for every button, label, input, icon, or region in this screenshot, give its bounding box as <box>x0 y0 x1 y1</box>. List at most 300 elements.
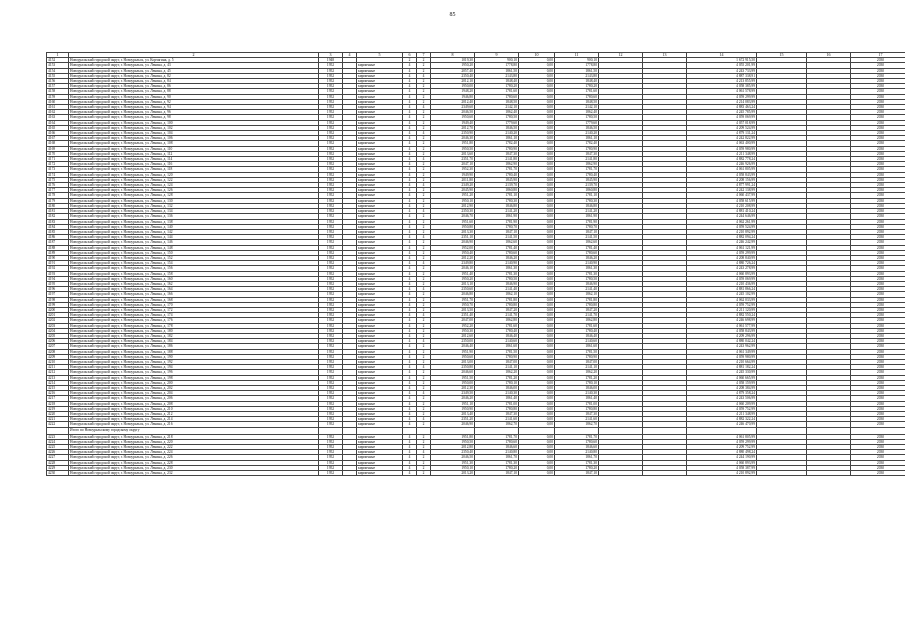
table-cell: 1950,10 <box>431 198 475 203</box>
table-cell: 2030 <box>851 313 905 318</box>
table-cell: 1952 <box>319 450 343 455</box>
table-cell: 4 246 698,99 <box>687 318 757 323</box>
table-cell: 4 244 646,99 <box>687 214 757 219</box>
table-cell: 4 887 338,91 <box>687 73 757 78</box>
table-cell: 2141,50 <box>555 235 599 240</box>
table-cell: 2 <box>417 445 431 450</box>
table-cell <box>519 427 555 434</box>
table-cell: кирпичные <box>357 125 403 130</box>
table-cell: 1781,20 <box>475 375 519 380</box>
table-cell: 1846,50 <box>475 125 519 130</box>
table-cell: 2 <box>417 297 431 302</box>
table-cell: Новоуральский городской округ, г. Новоуральск, ул. Ленина, д. 206 <box>69 396 319 401</box>
table-cell: 4 214 083,99 <box>687 99 757 104</box>
table-cell: 1780,40 <box>555 328 599 333</box>
table-cell: 1847,00 <box>555 359 599 364</box>
table-cell: кирпичные <box>357 406 403 411</box>
table-cell: 2141,20 <box>555 209 599 214</box>
table-cell: 4 208 840,99 <box>687 255 757 260</box>
table-cell <box>757 427 807 434</box>
table-cell: 0,00 <box>519 167 555 172</box>
table-cell <box>417 427 431 434</box>
table-cell: 1952 <box>319 115 343 120</box>
table-cell: 0,00 <box>519 313 555 318</box>
table-cell: 2030 <box>851 203 905 208</box>
table-cell: 0,00 <box>519 261 555 266</box>
table-cell: 1862,80 <box>475 318 519 323</box>
table-cell: 2011,80 <box>431 177 475 182</box>
table-cell: 2 <box>417 214 431 219</box>
table-cell: 4 209 296,99 <box>687 333 757 338</box>
table-cell: 1952 <box>319 339 343 344</box>
table-cell: 1846,00 <box>475 386 519 391</box>
table-cell: 2046,90 <box>431 240 475 245</box>
table-cell: 4155 <box>47 73 69 78</box>
table-cell: 1952 <box>319 344 343 349</box>
table-cell: 1952 <box>319 209 343 214</box>
table-cell: Новоуральский городской округ, г. Новоуральск, ул. Корчагина, д. 5 <box>69 58 319 63</box>
table-cell: 1952 <box>319 313 343 318</box>
table-cell: 4183 <box>47 219 69 224</box>
table-cell: 4 209 524,99 <box>687 125 757 130</box>
table-cell: 4228 <box>47 460 69 465</box>
table-cell: 1781,00 <box>475 401 519 406</box>
table-cell: 4 <box>403 359 417 364</box>
table-cell: 0,00 <box>519 297 555 302</box>
table-cell: 4 <box>403 266 417 271</box>
table-cell <box>643 471 687 476</box>
table-cell: 0,00 <box>519 365 555 370</box>
table-cell: Новоуральский городской округ, г. Новоуральск, ул. Ленина, д. 128 <box>69 193 319 198</box>
table-cell: 2046,80 <box>431 292 475 297</box>
table-cell: 1952 <box>319 99 343 104</box>
table-cell: 2 <box>417 271 431 276</box>
table-cell: 4186 <box>47 235 69 240</box>
table-cell: 2 <box>417 434 431 439</box>
table-cell: 1846,40 <box>475 333 519 338</box>
table-cell: 2349,60 <box>431 105 475 110</box>
page-number: 85 <box>449 12 456 18</box>
table-cell: 4 <box>417 365 431 370</box>
table-cell: 4 <box>403 177 417 182</box>
table-cell: кирпичные <box>357 450 403 455</box>
table-cell: 1952 <box>319 375 343 380</box>
table-cell: 1952 <box>319 131 343 136</box>
table-cell: 4 <box>417 183 431 188</box>
table-cell: 2030 <box>851 266 905 271</box>
table-cell: 2140,20 <box>555 131 599 136</box>
table-cell: 1948,20 <box>431 89 475 94</box>
table-cell: 2 <box>417 307 431 312</box>
table-cell: 1860,80 <box>555 188 599 193</box>
table-cell: 4217 <box>47 396 69 401</box>
table-cell: 1952 <box>319 120 343 125</box>
table-cell: 4 055 201,99 <box>687 63 757 68</box>
table-cell: Новоуральский городской округ, г. Новоуральск, ул. Ленина, д. 132 <box>69 203 319 208</box>
table-cell: 0,00 <box>519 177 555 182</box>
table-cell: 4 211 348,99 <box>687 151 757 156</box>
table-cell: 0,00 <box>519 434 555 439</box>
table-cell: 4 <box>403 188 417 193</box>
table-cell: 1846,00 <box>555 386 599 391</box>
table-cell: 1952 <box>319 445 343 450</box>
table-cell: 2 <box>417 401 431 406</box>
table-cell: Новоуральский городской округ, г. Новоуральск, ул. Ленина, д. 196 <box>69 370 319 375</box>
table-cell: 4 <box>403 271 417 276</box>
table-cell: 1952 <box>319 401 343 406</box>
table-cell: 2030 <box>851 412 905 417</box>
table-cell: 1952 <box>319 157 343 162</box>
table-cell: 4174 <box>47 172 69 177</box>
table-cell: кирпичные <box>357 391 403 396</box>
table-cell: кирпичные <box>357 63 403 68</box>
table-cell: кирпичные <box>357 349 403 354</box>
table-cell: 1952 <box>319 455 343 460</box>
table-cell: 2 <box>417 89 431 94</box>
table-cell: 1781,90 <box>475 219 519 224</box>
table-cell: 2030 <box>851 94 905 99</box>
table-cell: 4191 <box>47 261 69 266</box>
table-cell: 0,00 <box>519 183 555 188</box>
table-cell: 4 <box>403 255 417 260</box>
table-cell: Новоуральский городской округ, г. Новоуральск, ул. Ленина, д. 224 <box>69 450 319 455</box>
table-cell: 4188 <box>47 245 69 250</box>
table-cell <box>431 427 475 434</box>
table-cell: 1861,90 <box>475 214 519 219</box>
table-cell: кирпичные <box>357 455 403 460</box>
table-cell: 2030 <box>851 255 905 260</box>
table-cell: кирпичные <box>357 89 403 94</box>
table-cell: 2351,70 <box>431 157 475 162</box>
table-cell: 4 882 322,24 <box>687 417 757 422</box>
table-cell: 1861,60 <box>475 344 519 349</box>
table-cell: Новоуральский городской округ, г. Новоуральск, ул. Ленина, д. 106 <box>69 136 319 141</box>
column-number-cell: 8 <box>431 53 475 58</box>
table-cell: 1952,20 <box>431 323 475 328</box>
table-cell: 4 <box>417 73 431 78</box>
table-cell: кирпичные <box>357 136 403 141</box>
table-cell: 1952 <box>319 229 343 234</box>
table-cell: 4158 <box>47 89 69 94</box>
table-cell: 2030 <box>851 307 905 312</box>
table-cell: 1845,90 <box>555 177 599 182</box>
table-cell: 2012,90 <box>431 203 475 208</box>
table-cell: 4207 <box>47 344 69 349</box>
table-cell: 0,00 <box>519 450 555 455</box>
column-number-cell: 10 <box>519 53 555 58</box>
table-cell: 1952 <box>319 412 343 417</box>
table-cell: 0,00 <box>519 465 555 470</box>
table-cell: 0,00 <box>519 115 555 120</box>
table-cell: 1780,20 <box>555 465 599 470</box>
table-cell: 1846,80 <box>555 203 599 208</box>
table-cell: 1780,50 <box>475 276 519 281</box>
table-cell: 4201 <box>47 313 69 318</box>
table-cell: 2030 <box>851 276 905 281</box>
table-cell: 1952 <box>319 276 343 281</box>
table-cell: 1780,60 <box>555 250 599 255</box>
table-cell: 1780,40 <box>475 328 519 333</box>
table-cell: 4187 <box>47 240 69 245</box>
table-cell: 1952 <box>319 370 343 375</box>
table-cell: 4195 <box>47 281 69 286</box>
table-cell: 0,00 <box>519 307 555 312</box>
table-cell: 4 058 385,99 <box>687 84 757 89</box>
table-cell: Новоуральский городской округ, г. Новоуральск, ул. Ленина, д. 118 <box>69 167 319 172</box>
table-cell: 1848,40 <box>475 79 519 84</box>
table-cell: 1952 <box>319 172 343 177</box>
table-cell: 2030 <box>851 167 905 172</box>
table-cell: кирпичные <box>357 162 403 167</box>
table-cell: 4 <box>417 450 431 455</box>
table-cell: 1780,70 <box>475 224 519 229</box>
table-cell: 2350,40 <box>431 450 475 455</box>
table-cell: 1847,30 <box>555 151 599 156</box>
table-cell: 1781,90 <box>555 219 599 224</box>
table-cell: Новоуральский городской округ, г. Новоуральск, ул. Ленина, д. 228 <box>69 460 319 465</box>
table-cell: 1781,30 <box>475 271 519 276</box>
table-cell: 2350,60 <box>431 287 475 292</box>
table-cell: 0,00 <box>519 323 555 328</box>
table-cell: 1952 <box>319 136 343 141</box>
table-cell: кирпичные <box>357 120 403 125</box>
table-cell: 1781,50 <box>475 349 519 354</box>
table-cell: 4 <box>403 94 417 99</box>
table-cell: 2140,90 <box>475 261 519 266</box>
table-cell: 4 881 410,24 <box>687 209 757 214</box>
table-cell: 4 <box>417 235 431 240</box>
table-cell: Новоуральский городской округ, г. Новоуральск, ул. Ленина, д. 182 <box>69 333 319 338</box>
table-cell: 2 <box>417 162 431 167</box>
table-cell: кирпичные <box>357 229 403 234</box>
table-cell: 1862,10 <box>555 292 599 297</box>
table-cell: 2030 <box>851 323 905 328</box>
table-cell: 1952 <box>319 167 343 172</box>
table-cell: Новоуральский городской округ, г. Новоуральск, ул. Ленина, д. 100 <box>69 120 319 125</box>
table-cell: 1780,90 <box>475 146 519 151</box>
table-cell: 0,00 <box>519 68 555 73</box>
table-cell: 4 060 893,99 <box>687 271 757 276</box>
table-cell: 2046,10 <box>431 266 475 271</box>
table-cell: 0,00 <box>519 328 555 333</box>
table-cell: 1950,60 <box>431 354 475 359</box>
table-cell: 2030 <box>851 141 905 146</box>
table-cell: кирпичные <box>357 471 403 476</box>
table-cell: 1862,70 <box>555 422 599 427</box>
table-cell: 2030 <box>851 79 905 84</box>
table-cell: 2046,60 <box>431 370 475 375</box>
table-cell: 1950,80 <box>431 224 475 229</box>
table-cell: кирпичные <box>357 131 403 136</box>
table-cell: 2030 <box>851 99 905 104</box>
table-cell: 4 061 577,99 <box>687 323 757 328</box>
table-cell: 2 <box>417 136 431 141</box>
table-cell: 2030 <box>851 450 905 455</box>
table-cell: 2 <box>417 63 431 68</box>
table-cell: 0,00 <box>519 292 555 297</box>
table-cell: Новоуральский городской округ, г. Новоуральск, ул. Ленина, д. 188 <box>69 349 319 354</box>
table-cell: 1861,70 <box>475 455 519 460</box>
table-cell: 2046,50 <box>431 110 475 115</box>
table-cell: 4 <box>403 375 417 380</box>
table-cell: 4180 <box>47 203 69 208</box>
table-cell: 2351,40 <box>431 313 475 318</box>
table-cell: 2030 <box>851 261 905 266</box>
table-cell: 1781,70 <box>555 167 599 172</box>
table-cell: 1952 <box>319 141 343 146</box>
table-cell: 4 <box>403 157 417 162</box>
table-cell: кирпичные <box>357 333 403 338</box>
table-cell: 4162 <box>47 110 69 115</box>
table-cell: 1952 <box>319 439 343 444</box>
table-cell: Новоуральский городской округ, г. Новоуральск, ул. Ленина, д. 210 <box>69 406 319 411</box>
table-cell: 1952 <box>319 219 343 224</box>
table-cell: Новоуральский городской округ, г. Новоуральск, ул. Ленина, д. 120 <box>69 172 319 177</box>
table-cell: 2 <box>417 422 431 427</box>
table-cell: 2 <box>417 471 431 476</box>
table-cell <box>599 427 643 434</box>
table-cell: 1952 <box>319 250 343 255</box>
table-cell: 2030 <box>851 89 905 94</box>
table-cell: 2141,20 <box>475 209 519 214</box>
table-cell: 4209 <box>47 354 69 359</box>
table-cell: 4 879 131,24 <box>687 131 757 136</box>
table-cell: 1950,50 <box>431 439 475 444</box>
table-cell: 4 879 358,24 <box>687 391 757 396</box>
table-cell: 2030 <box>851 177 905 182</box>
table-cell: 4 <box>403 240 417 245</box>
table-cell: 4 243 733,99 <box>687 68 757 73</box>
table-cell: 4 882 094,24 <box>687 235 757 240</box>
table-cell: 4 063 400,99 <box>687 141 757 146</box>
table-cell: 1862,20 <box>555 370 599 375</box>
table-cell: 1952 <box>319 354 343 359</box>
table-cell: 2 <box>417 349 431 354</box>
table-cell: 2 <box>417 250 431 255</box>
table-cell: кирпичные <box>357 365 403 370</box>
table-cell: 4 <box>403 209 417 214</box>
table-cell: 2349,20 <box>431 183 475 188</box>
table-cell: кирпичные <box>357 412 403 417</box>
table-cell: 2351,20 <box>431 417 475 422</box>
table-cell: 4168 <box>47 141 69 146</box>
table-cell: Новоуральский городской округ, г. Новоуральск, ул. Ленина, д. 86 <box>69 84 319 89</box>
table-cell: 2 <box>417 167 431 172</box>
table-cell: 1846,90 <box>475 281 519 286</box>
table-cell: 0,00 <box>519 455 555 460</box>
table-cell: 4221 <box>47 417 69 422</box>
table-cell: 0,00 <box>519 84 555 89</box>
table-cell: 1952 <box>319 297 343 302</box>
table-cell: 1951,30 <box>431 460 475 465</box>
table-cell: 2030 <box>851 328 905 333</box>
table-cell: 1952 <box>319 271 343 276</box>
table-cell: 1780,90 <box>475 354 519 359</box>
table-cell: 0,00 <box>519 370 555 375</box>
column-number-cell: 7 <box>417 53 431 58</box>
table-cell: 4185 <box>47 229 69 234</box>
table-cell: 2030 <box>851 131 905 136</box>
table-cell: 2350,30 <box>431 209 475 214</box>
table-cell <box>599 471 643 476</box>
table-cell: 1781,30 <box>555 460 599 465</box>
table-cell: 4 246 470,99 <box>687 422 757 427</box>
table-cell: 4 243 506,99 <box>687 396 757 401</box>
table-cell: Новоуральский городской округ, г. Новоуральск, ул. Ленина, д. 178 <box>69 323 319 328</box>
table-cell: 4 061 805,99 <box>687 167 757 172</box>
table-cell: 4 <box>403 333 417 338</box>
table-cell: 2046,90 <box>431 422 475 427</box>
table-cell: Новоуральский городской округ, г. Новоуральск, ул. Ленина, д. 208 <box>69 401 319 406</box>
table-cell: кирпичные <box>357 209 403 214</box>
table-cell: 2 <box>417 370 431 375</box>
table-cell: 0,00 <box>519 151 555 156</box>
table-cell: 4 <box>403 349 417 354</box>
table-cell: 2013,60 <box>431 151 475 156</box>
table-cell: кирпичные <box>357 297 403 302</box>
table-cell: 0,00 <box>519 136 555 141</box>
table-cell: 2013,00 <box>431 359 475 364</box>
table-cell: 1861,70 <box>555 455 599 460</box>
table-cell: 2 <box>403 58 417 63</box>
table-cell: 1952 <box>319 281 343 286</box>
table-cell: 2030 <box>851 365 905 370</box>
table-cell: 1782,40 <box>555 141 599 146</box>
table-cell: 1861,50 <box>555 68 599 73</box>
table-cell: 1862,20 <box>475 370 519 375</box>
table-cell: 0,00 <box>519 271 555 276</box>
table-cell: 2141,10 <box>555 365 599 370</box>
table-body <box>47 53 905 476</box>
table-cell: 4 <box>403 115 417 120</box>
table-cell: 1780,50 <box>555 115 599 120</box>
table-cell: 4 210 208,99 <box>687 203 757 208</box>
table-cell: 1781,60 <box>475 323 519 328</box>
column-number-cell: 9 <box>475 53 519 58</box>
table-cell: 900,10 <box>555 58 599 63</box>
table-cell: 4 <box>403 460 417 465</box>
table-cell: 1951,90 <box>431 349 475 354</box>
table-cell: кирпичные <box>357 271 403 276</box>
table-cell: 1781,80 <box>475 297 519 302</box>
table-cell: 1950,30 <box>431 328 475 333</box>
table-cell: 1846,60 <box>555 445 599 450</box>
table-cell: 2 <box>417 219 431 224</box>
table-cell: 2140,60 <box>555 339 599 344</box>
register-table <box>46 52 905 476</box>
table-cell: 4197 <box>47 292 69 297</box>
table-cell: 2012,40 <box>431 99 475 104</box>
table-cell: кирпичные <box>357 439 403 444</box>
table-cell: Новоуральский городской округ, г. Новоуральск, ул. Ленина, д. 170 <box>69 302 319 307</box>
table-cell: 2 <box>417 396 431 401</box>
table-cell: Новоуральский городской округ, г. Новоуральск, ул. Ленина, д. 94 <box>69 105 319 110</box>
table-cell: 4 <box>417 391 431 396</box>
table-cell: 4 <box>403 120 417 125</box>
table-cell: 2030 <box>851 333 905 338</box>
table-cell: 0,00 <box>519 354 555 359</box>
table-cell: 0,00 <box>519 344 555 349</box>
table-cell: Новоуральский городской округ, г. Новоуральск, ул. Ленина, д. 218 <box>69 434 319 439</box>
table-cell: 1952 <box>319 422 343 427</box>
table-cell: 1847,30 <box>475 412 519 417</box>
subtotal-row <box>47 427 905 434</box>
table-cell: 1952 <box>319 105 343 110</box>
table-cell: Новоуральский городской округ, г. Новоуральск, ул. Ленина, д. 92 <box>69 99 319 104</box>
table-cell: 2030 <box>851 439 905 444</box>
table-cell: кирпичные <box>357 302 403 307</box>
table-cell: 1780,20 <box>475 465 519 470</box>
